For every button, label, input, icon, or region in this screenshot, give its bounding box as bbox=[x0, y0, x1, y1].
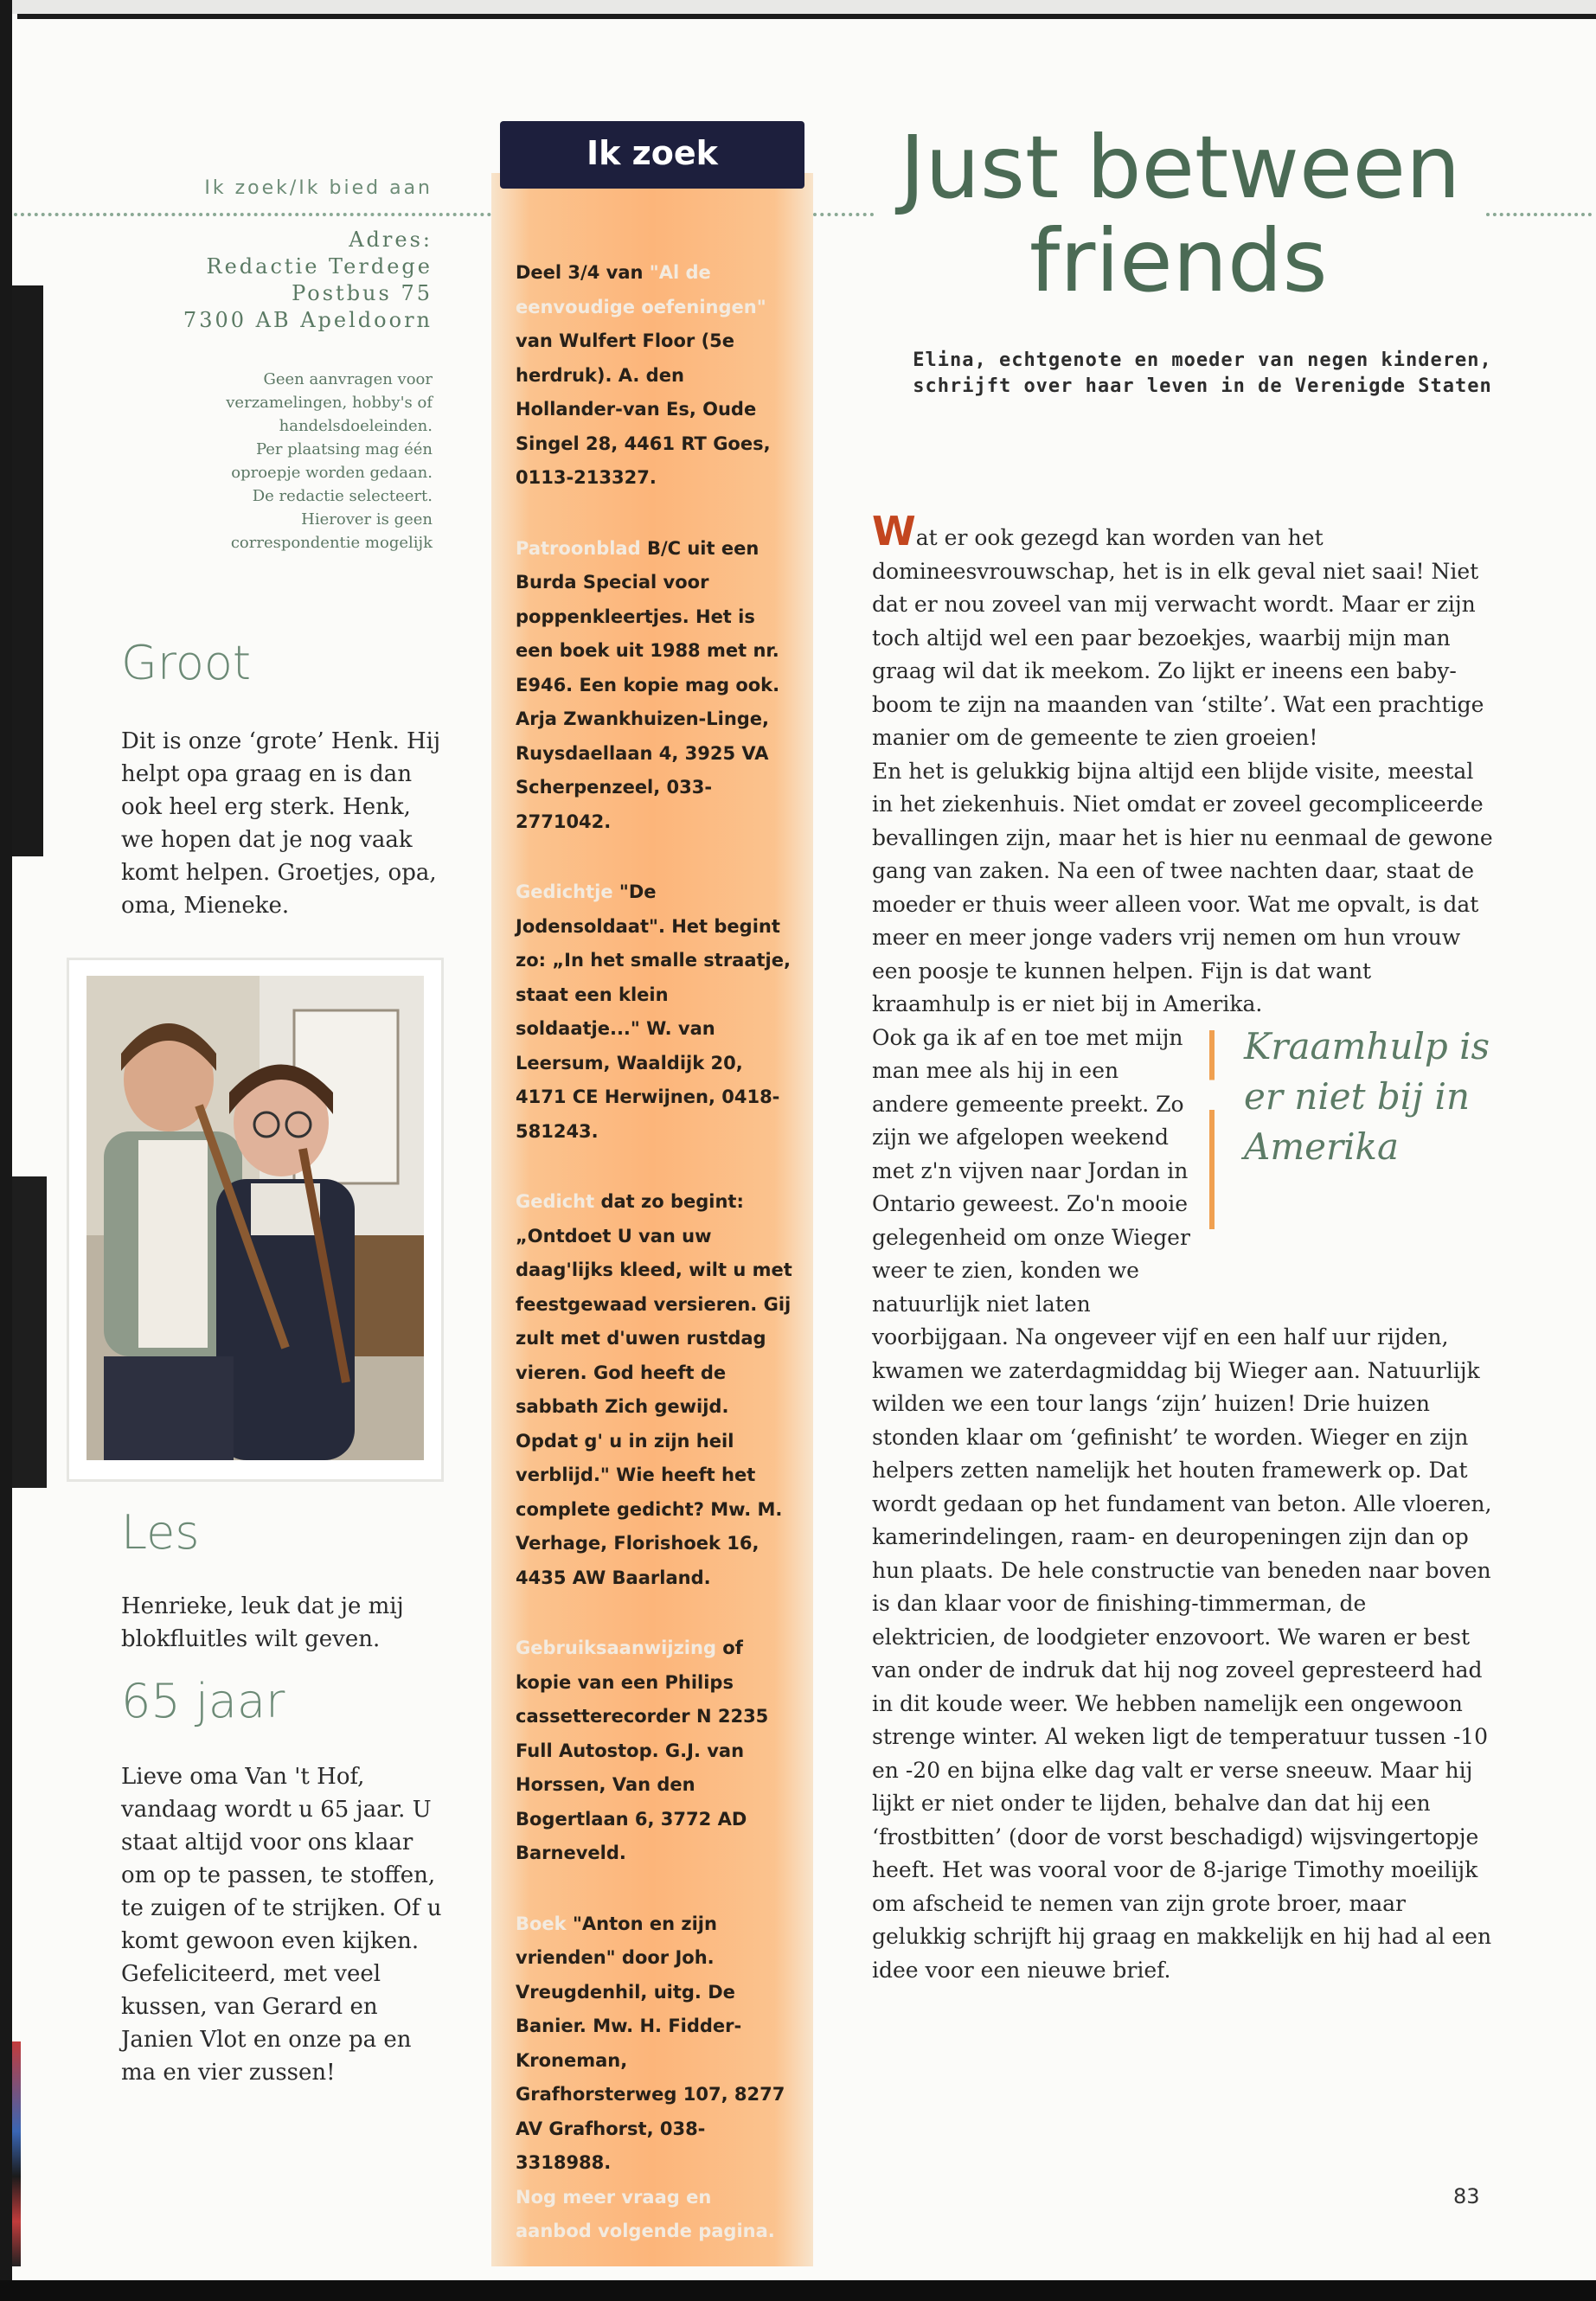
dotted-rule-right bbox=[1486, 213, 1592, 216]
pull-quote bbox=[1209, 1022, 1495, 1307]
groot-title: Groot bbox=[121, 636, 252, 690]
notice-line: verzamelingen, hobby's of bbox=[226, 394, 433, 412]
ad-text: of kopie van een Philips cassetterecorder N 2235 Full Autostop. G.J. van Horssen, Van den Bogertlaan 6, 3772 AD Barneveld. bbox=[516, 1638, 769, 1863]
article-wrap-block bbox=[872, 1022, 1495, 1988]
ad-text: dat zo begint: „Ontdoet U van uw daag'lijks kleed, wilt u met feestgewaad versieren. Gij zult met d'uwen rustdag vieren. God heeft de sabbath Zich gewijd. Opdat g' u in zijn heil verblijd." Wie heeft het complete gedicht? Mw. M. Verhage, Florishoek 16, 4435 AW Baarland. bbox=[516, 1191, 792, 1588]
notice-line: handelsdoeleinden. bbox=[279, 417, 433, 435]
ad-text: B/C uit een Burda Special voor poppenkleertjes. Het is een boek uit 1988 met nr. E946. Een kopie mag ook. Arja Zwankhuizen-Linge, Ruysdaellaan 4, 3925 VA Scherpenzeel, 033-2771042. bbox=[516, 537, 780, 832]
ad-item bbox=[516, 1185, 792, 1595]
page-top-edge bbox=[0, 0, 1596, 14]
notice-line: Per plaatsing mag één bbox=[255, 440, 433, 458]
editorial-notice bbox=[164, 368, 433, 554]
article-body bbox=[872, 508, 1495, 1987]
scan-shadow-strip bbox=[12, 285, 43, 856]
headline-line-1: Just between bbox=[900, 117, 1461, 218]
dotted-rule-middle bbox=[813, 213, 874, 216]
color-calibration-strip bbox=[12, 2041, 21, 2266]
notice-line: De redactie selecteert. bbox=[252, 487, 433, 505]
ad-item bbox=[516, 1907, 792, 2181]
article-paragraph: Ook ga ik af en toe met mijn man mee als hij in een andere gemeente preekt. Zo zijn we afgelopen weekend met z'n vijven naar Jordan in Ontario geweest. Zo'n mooie gelegenheid om onze Wieger weer te zien, konden we natuurlijk niet laten voorbijgaan. Na ongeveer vijf en een half uur rijden, kwamen we zaterdagmiddag bij Wieger aan. Natuurlijk wilden we een tour langs ‘zijn’ huizen! Drie huizen stonden klaar om ‘gefinisht’ te worden. Wieger en zijn helpers zetten namelijk het houten framewerk op. Dat wordt gedaan op het fundament van beton. Alle vloeren, kamerindelingen, raam- en deuropeningen zijn dan op hun plaats. De hele constructie van beneden naar boven is dan klaar voor de finishing-timmerman, de elektricien, de loodgieter enzovoort. We waren er best van onder de indruk dat hij nog zoveel gepresteerd had in dit koude weer. We hebben namelijk een ongewoon strenge winter. Al weken ligt de temperatuur tussen -10 en -20 en bijna elke dag valt er verse sneeuw. Maar hij lijkt er niet onder te lijden, behalve dan dat hij een ‘frostbitten’ (door de vorst beschadigd) wijsvingertopje heeft. Het was vooral voor de 8-jarige Timothy moeilijk om afscheid te nemen van zijn grote broer, maar gelukkig schrijft hij graag en makkelijk en hij had al een idee voor een nieuwe brief. bbox=[872, 1024, 1492, 1983]
pull-quote-text: Kraamhulp is er niet bij in Amerika bbox=[1244, 1024, 1490, 1168]
article-text: at er ook gezegd kan worden van het domineesvrouwschap, het is in elk geval niet saai! Niet dat er nou zoveel van mij verwacht wordt. Maar er zijn toch altijd wel een paar bezoekjes, waarbij mijn man graag wil dat ik meekom. Zo lijkt er ineens een baby-boom te zijn na maanden van ‘stilte’. Wat een prachtige manier om de gemeente te zien groeien! bbox=[872, 525, 1484, 750]
page-bottom-edge bbox=[0, 2280, 1596, 2301]
photo-frame bbox=[69, 960, 441, 1479]
pull-quote-bracket bbox=[1209, 1030, 1215, 1229]
address-label: Adres: bbox=[349, 228, 433, 252]
ik-zoek-header: Ik zoek bbox=[500, 121, 804, 189]
page-left-edge bbox=[0, 0, 12, 2301]
ad-keyword: Boek bbox=[516, 1913, 567, 1934]
dotted-rule-left bbox=[14, 213, 491, 216]
les-title: Les bbox=[121, 1505, 200, 1560]
photo-girls-recorder bbox=[87, 976, 424, 1460]
ad-item bbox=[516, 256, 792, 496]
article-paragraph: En het is gelukkig bijna altijd een blijde visite, meestal in het ziekenhuis. Niet omdat er zoveel gecompliceerde bevallingen zijn, maar het is hier nu eenmaal de gewone gang van zaken. Na een of twee nachten daar, staat de moeder er thuis weer alleen voor. Wat me opvalt, is dat meer en meer jonge vaders vrij nemen om hun vrouw een poosje te kunnen helpen. Fijn is dat want kraamhulp is er niet bij in Amerika. bbox=[872, 758, 1493, 1016]
ad-keyword: "Al de eenvoudige oefeningen" bbox=[516, 262, 766, 317]
notice-line: correspondentie mogelijk bbox=[230, 534, 433, 552]
address-line: Redactie Terdege bbox=[206, 254, 433, 279]
ad-keyword: Gedicht bbox=[516, 1191, 595, 1212]
ad-item bbox=[516, 532, 792, 840]
drop-cap: W bbox=[872, 508, 916, 554]
ad-item bbox=[516, 1631, 792, 1871]
more-ads-note: Nog meer vraag en aanbod volgende pagina. bbox=[516, 2186, 775, 2241]
notice-line: oproepje worden gedaan. bbox=[231, 464, 433, 482]
ad-lead: Deel 3/4 van bbox=[516, 262, 650, 283]
article-headline bbox=[900, 117, 1488, 311]
jaar65-body: Lieve oma Van 't Hof, vandaag wordt u 65 jaar. U staat altijd voor ons klaar om op te passen, te stoffen, te zuigen of te strijken. Of u komt gewoon even kijken. Gefeliciteerd, met veel kussen, van Gerard en Janien Vlot en onze pa en ma en vier zussen! bbox=[121, 1764, 442, 2086]
jaar65-title: 65 jaar bbox=[121, 1674, 285, 1728]
section-kicker: Ik zoek/Ik bied aan bbox=[204, 177, 433, 199]
ad-text: van Wulfert Floor (5e herdruk). A. den Hollander-van Es, Oude Singel 28, 4461 RT Goes, 0113-213327. bbox=[516, 330, 771, 488]
les-body: Henrieke, leuk dat je mij blokfluitles wilt geven. bbox=[121, 1593, 404, 1652]
address-line: 7300 AB Apeldoorn bbox=[183, 308, 433, 332]
notice-line: Geen aanvragen voor bbox=[263, 370, 433, 388]
address-block bbox=[130, 227, 433, 334]
ad-keyword: Gedichtje bbox=[516, 881, 613, 902]
ad-text: "Anton en zijn vrienden" door Joh. Vreugdenhil, uitg. De Banier. Mw. H. Fidder-Kroneman, Grafhorsterweg 107, 8277 AV Grafhorst, 038-3318988. bbox=[516, 1913, 785, 2173]
scan-shadow-strip-2 bbox=[12, 1176, 47, 1488]
notice-line: Hierover is geen bbox=[301, 510, 433, 529]
ad-text: "De Jodensoldaat". Het begint zo: „In het smalle straatje, staat een klein soldaatje..." W. van Leersum, Waaldijk 20, 4171 CE Herwijnen, 0418-581243. bbox=[516, 881, 791, 1142]
address-line: Postbus 75 bbox=[292, 281, 433, 305]
page-top-rule bbox=[17, 14, 1596, 19]
headline-line-2: friends bbox=[1029, 210, 1328, 311]
ad-item bbox=[516, 875, 792, 1149]
page-number: 83 bbox=[1453, 2184, 1480, 2208]
ad-keyword: Patroonblad bbox=[516, 537, 641, 559]
article-subtitle: Elina, echtgenote en moeder van negen kinderen, schrijft over haar leven in de Verenigde Staten bbox=[913, 349, 1492, 397]
groot-body: Dit is onze ‘grote’ Henk. Hij helpt opa graag en is dan ook heel erg sterk. Henk, we hopen dat je nog vaak komt helpen. Groetjes, opa, oma, Mieneke. bbox=[121, 728, 441, 919]
ad-keyword: Gebruiksaanwijzing bbox=[516, 1638, 716, 1658]
ads-list bbox=[516, 256, 792, 2249]
article-paragraph bbox=[872, 508, 1495, 755]
